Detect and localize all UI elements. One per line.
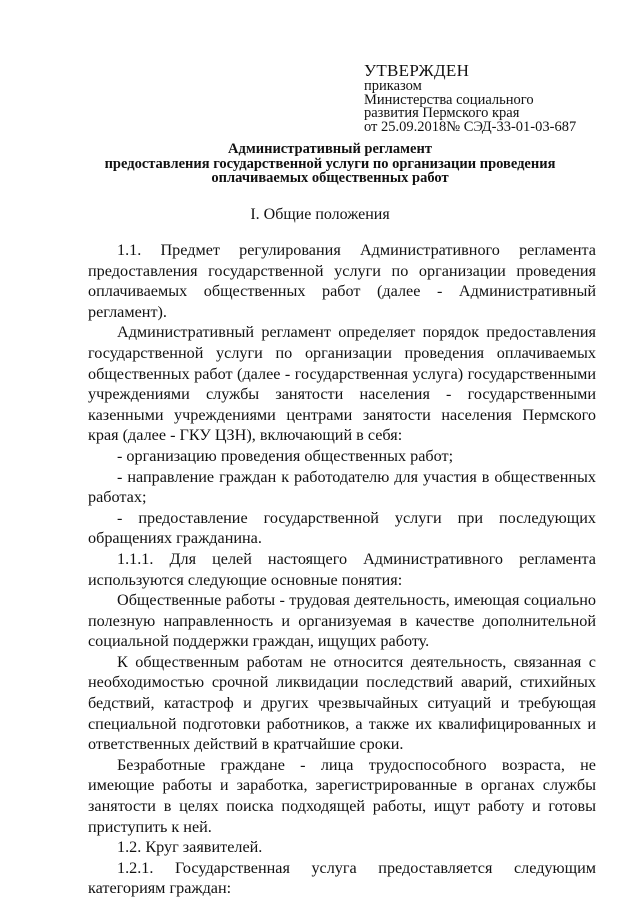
list-item: - направление граждан к работодателю для участия в общественных работах; — [88, 467, 596, 507]
paragraph: 1.1.1. Для целей настоящего Административного регламента используются следующие основные понятия: — [88, 549, 596, 589]
document-title-line: предоставления государственной услуги по организации проведения — [104, 155, 556, 172]
paragraph: Административный регламент определяет порядок предоставления государственной услуги по организации проведения оплачиваемых общественных работ (далее - государственная услуга) государственными учреждениями службы занятости населения - государственными казенными учреждениями центрами занятости населения Пермского края (далее - ГКУ ЦЗН), включающий в себя: — [88, 323, 596, 445]
paragraph: 1.2. Круг заявителей. — [117, 838, 263, 857]
approval-line: от 25.09.2018№ СЭД-33-01-03-687 — [364, 118, 577, 135]
paragraph: 1.2.1. Государственная услуга предоставляется следующим категориям граждан: — [88, 858, 596, 898]
approval-line: Министерства социального — [364, 91, 534, 108]
document-body — [88, 240, 596, 899]
approval-heading: УТВЕРЖДЕН — [364, 61, 470, 80]
approval-stamp — [364, 62, 576, 134]
paragraph: К общественным работам не относится деятельность, связанная с необходимостью срочной ликвидации последствий аварий, стихийных бедствий, катастроф и других чрезвычайных ситуаций и требующая специальной подготовки работников, а также их квалифицированных и ответственных действий в кратчайшие сроки. — [88, 652, 596, 754]
paragraph: Безработные граждане - лица трудоспособного возраста, не имеющие работы и заработка, зарегистрированные в органах службы занятости в целях поиска подходящей работы, ищут работу и готовы приступить к ней. — [88, 755, 596, 836]
document-title — [80, 142, 580, 186]
paragraph: Общественные работы - трудовая деятельность, имеющая социально полезную направленность и организуемая в качестве дополнительной социальной поддержки граждан, ищущих работу. — [88, 591, 596, 651]
approval-line: приказом — [364, 78, 422, 94]
approval-line: развития Пермского края — [364, 105, 520, 121]
list-item: - организацию проведения общественных работ; — [117, 446, 454, 465]
document-title-line: оплачиваемых общественных работ — [211, 170, 449, 186]
paragraph: 1.1. Предмет регулирования Административного регламента предоставления государственной услуги по организации проведения оплачиваемых общественных работ (далее - Административный регламент). — [88, 241, 596, 321]
section-title: I. Общие положения — [250, 206, 390, 223]
list-item: - предоставление государственной услуги при последующих обращениях гражданина. — [88, 508, 596, 548]
document-title-line: Административный регламент — [228, 141, 432, 157]
